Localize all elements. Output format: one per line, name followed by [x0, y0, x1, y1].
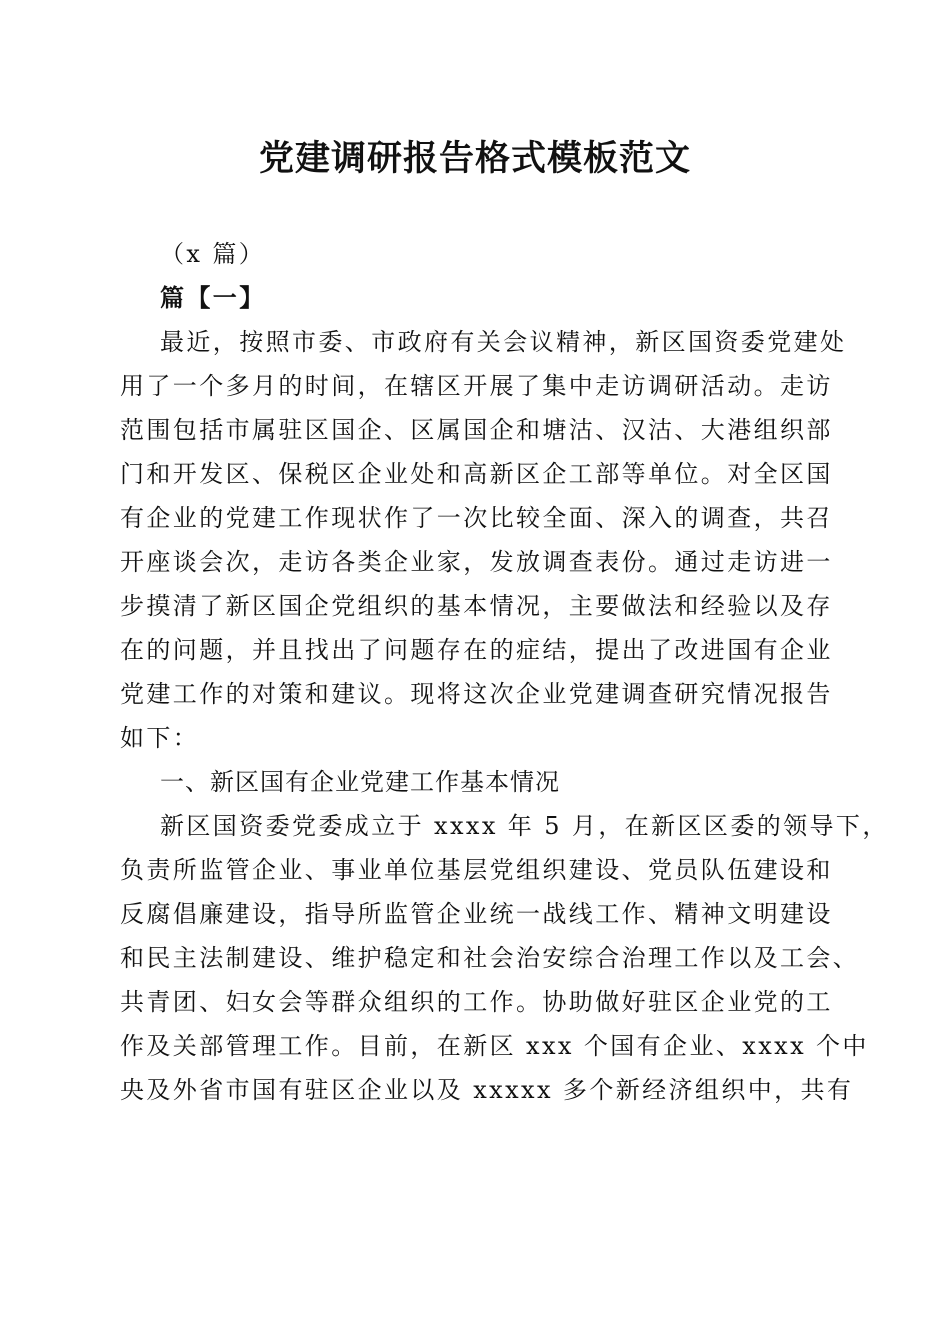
paragraph-line: 反腐倡廉建设，指导所监管企业统一战线工作、精神文明建设 [120, 900, 833, 928]
paragraph-2 [120, 804, 889, 1112]
paragraph-line: 在的问题，并且找出了问题存在的症结，提出了改进国有企业 [120, 636, 833, 664]
paragraph-line: 开座谈会次，走访各类企业家，发放调查表份。通过走访进一 [120, 548, 833, 576]
paragraph-1 [120, 320, 847, 760]
paragraph-line: 共青团、妇女会等群众组织的工作。协助做好驻区企业党的工 [120, 988, 833, 1016]
paragraph-line: 和民主法制建设、维护稳定和社会治安综合治理工作以及工会、 [120, 944, 860, 972]
paragraph-line: 门和开发区、保税区企业处和高新区企工部等单位。对全区国 [120, 460, 833, 488]
document-body [120, 232, 889, 1112]
paragraph-line: 最近，按照市委、市政府有关会议精神，新区国资委党建处 [160, 328, 847, 356]
section-heading: 一、新区国有企业党建工作基本情况 [160, 768, 560, 796]
count-note: （x 篇） [160, 240, 266, 268]
paragraph-line: 步摸清了新区国企党组织的基本情况，主要做法和经验以及存 [120, 592, 833, 620]
paragraph-line: 范围包括市属驻区国企、区属国企和塘沽、汉沽、大港组织部 [120, 416, 833, 444]
paragraph-line: 用了一个多月的时间，在辖区开展了集中走访调研活动。走访 [120, 372, 833, 400]
paragraph-line: 党建工作的对策和建议。现将这次企业党建调查研究情况报告 [120, 680, 833, 708]
paragraph-line: 如下： [120, 724, 200, 752]
section-label: 篇【一】 [160, 283, 266, 312]
paragraph-line: 新区国资委党委成立于 xxxx 年 5 月，在新区区委的领导下， [160, 812, 889, 840]
paragraph-line: 负责所监管企业、事业单位基层党组织建设、党员队伍建设和 [120, 856, 833, 884]
paragraph-line: 央及外省市国有驻区企业以及 xxxxx 多个新经济组织中，共有 [120, 1076, 854, 1104]
document-title: 党建调研报告格式模板范文 [258, 138, 691, 179]
paragraph-line: 有企业的党建工作现状作了一次比较全面、深入的调查，共召 [120, 504, 833, 532]
paragraph-line: 作及关部管理工作。目前，在新区 xxx 个国有企业、xxxx 个中 [120, 1032, 869, 1060]
